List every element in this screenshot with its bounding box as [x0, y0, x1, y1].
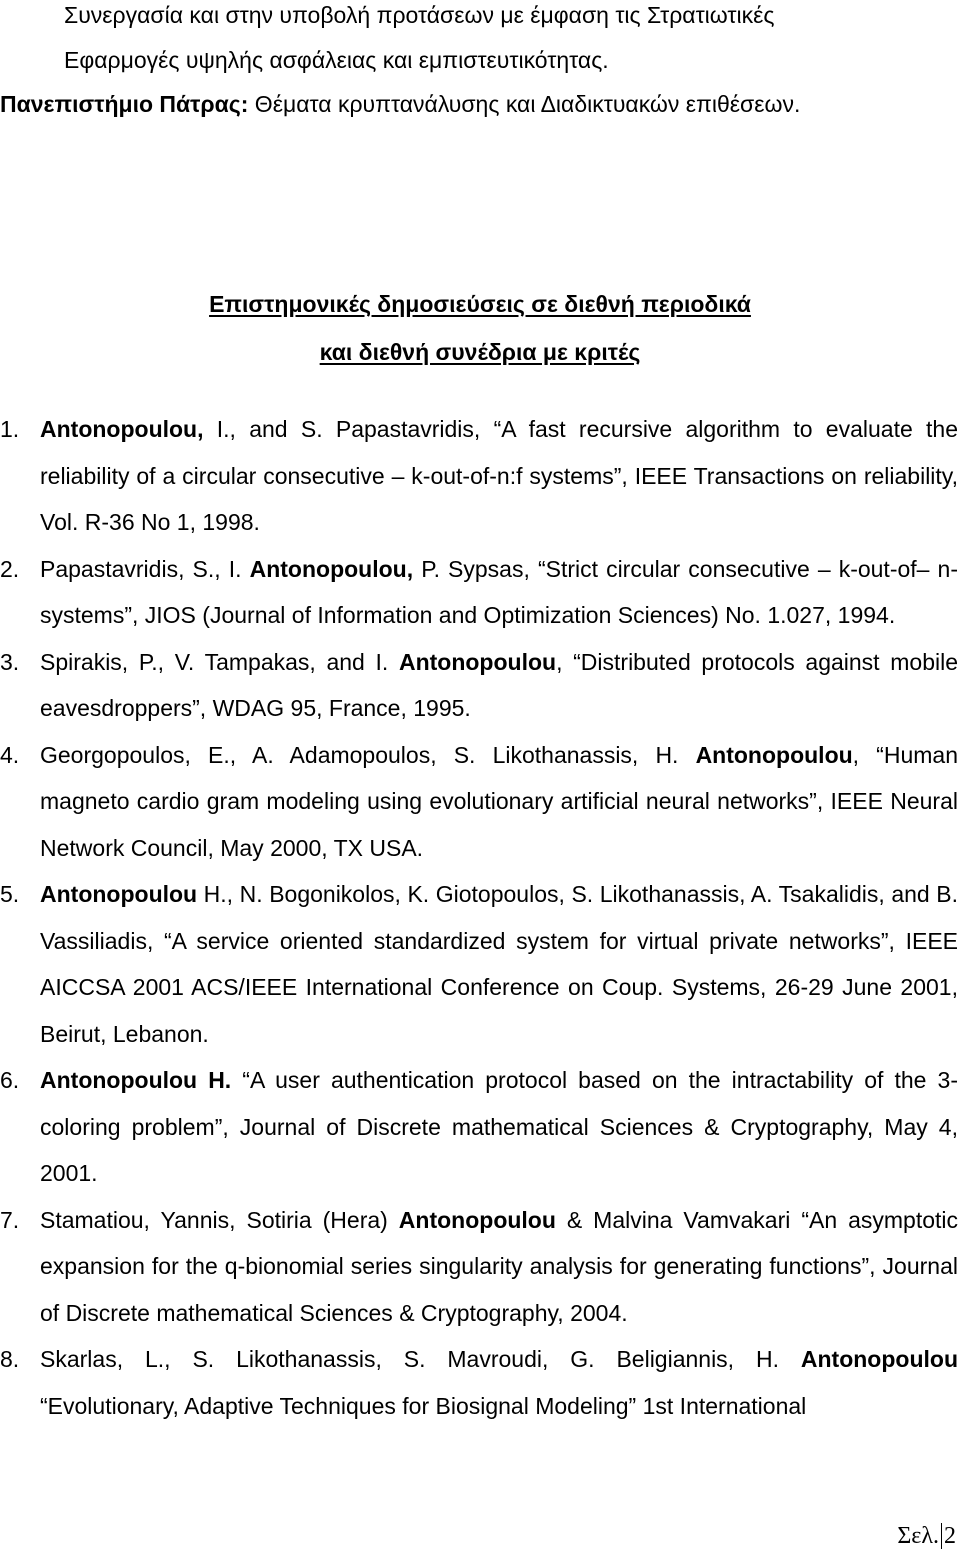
publication-text: P. Sypsas, “Strict circular consecutive – k-out-of– n-systems”, JIOS (Journal of Information and Optimization Sciences) No. 1.027, 1994. [40, 555, 958, 628]
publication-author-highlight: Antonopoulou [695, 741, 853, 768]
publication-item [0, 1336, 958, 1429]
publication-number: 1. [0, 416, 20, 442]
publication-author-highlight: Antonopoulou [398, 648, 557, 675]
page-label: Σελ. [897, 1523, 939, 1549]
page-number: 2 [941, 1523, 956, 1549]
publication-text: “Evolutionary, Adaptive Techniques for Biosignal Modeling” 1st International [40, 1392, 807, 1419]
publication-author-highlight: Antonopoulou, [249, 555, 414, 582]
section-heading-line-1: Επιστημονικές δημοσιεύσεις σε διεθνή περιοδικά [209, 291, 751, 317]
publication-item [0, 871, 958, 1057]
publication-author-highlight: Antonopoulou, [40, 416, 204, 442]
page-footer [897, 1522, 956, 1550]
publication-authors: Papastavridis, S., I. [40, 555, 250, 582]
publication-list [0, 406, 958, 1429]
publication-text: , “Distributed protocols against mobile eavesdroppers”, WDAG 95, France, 1995. [40, 648, 958, 721]
publication-item [0, 1197, 958, 1337]
publication-authors: Stamatiou, Yannis, Sotiria (Hera) [40, 1206, 399, 1233]
publication-author-highlight: Antonopoulou [40, 881, 198, 907]
intro-line-3 [0, 91, 800, 117]
publication-number: 2. [0, 555, 20, 582]
publication-text: H., N. Bogonikolos, K. Giotopoulos, S. Likothanassis, A. Tsakalidis, and B. Vassiliadis, “A service oriented standardized system for virtual private networks”, IEEE AICCSA 2001 ACS/IEEE International Conference on Coup. Systems, 26-29 June 2001, Beirut, Lebanon. [40, 881, 958, 1047]
publication-item [0, 1057, 958, 1197]
publication-item [0, 732, 958, 872]
publication-number: 4. [0, 741, 20, 768]
section-heading-line-2: και διεθνή συνέδρια με κριτές [319, 339, 641, 365]
publication-number: 6. [0, 1067, 20, 1093]
publication-text: , “Human magneto cardio gram modeling using evolutionary artificial neural networks”, IEEE Neural Network Council, May 2000, TX USA. [40, 741, 958, 861]
publication-authors: Skarlas, L., S. Likothanassis, S. Mavroudi, G. Beligiannis, H. [40, 1346, 801, 1372]
publication-author-highlight: Antonopoulou [398, 1206, 556, 1233]
publication-number: 5. [0, 881, 20, 907]
publication-authors: Spirakis, P., V. Tampakas, and I. [40, 648, 399, 675]
publication-number: 3. [0, 648, 20, 675]
intro-university-name: Πανεπιστήμιο Πάτρας: [0, 91, 249, 117]
publication-number: 7. [0, 1206, 20, 1233]
intro-line-2: Εφαρμογές υψηλής ασφάλειας και εμπιστευτικότητας. [64, 47, 609, 73]
intro-university-topics: Θέματα κρυπτανάλυσης και Διαδικτυακών επιθέσεων. [248, 91, 801, 117]
publication-author-highlight: Antonopoulou H. [40, 1067, 232, 1093]
publication-text: & Malvina Vamvakari “An asymptotic expansion for the q-bionomial series singularity analysis for generating functions”, Journal of Discrete mathematical Sciences & Cryptography, 2004. [40, 1206, 959, 1326]
publication-text: “A user authentication protocol based on the intractability of the 3-coloring problem”, Journal of Discrete mathematical Sciences & Cryptography, May 4, 2001. [40, 1067, 958, 1186]
section-heading [0, 280, 960, 376]
intro-line-1: Συνεργασία και στην υποβολή προτάσεων με έμφαση τις Στρατιωτικές [64, 2, 775, 28]
publication-item [0, 546, 958, 639]
publication-item [0, 406, 958, 546]
publication-item [0, 639, 958, 732]
publication-authors: Georgopoulos, E., A. Adamopoulos, S. Likothanassis, H. [40, 741, 696, 768]
publication-author-highlight: Antonopoulou [800, 1346, 958, 1372]
publication-number: 8. [0, 1346, 20, 1372]
publication-text: I., and S. Papastavridis, “A fast recursive algorithm to evaluate the reliability of a circular consecutive – k-out-of-n:f systems”, IEEE Transactions on reliability, Vol. R-36 No 1, 1998. [40, 416, 958, 535]
